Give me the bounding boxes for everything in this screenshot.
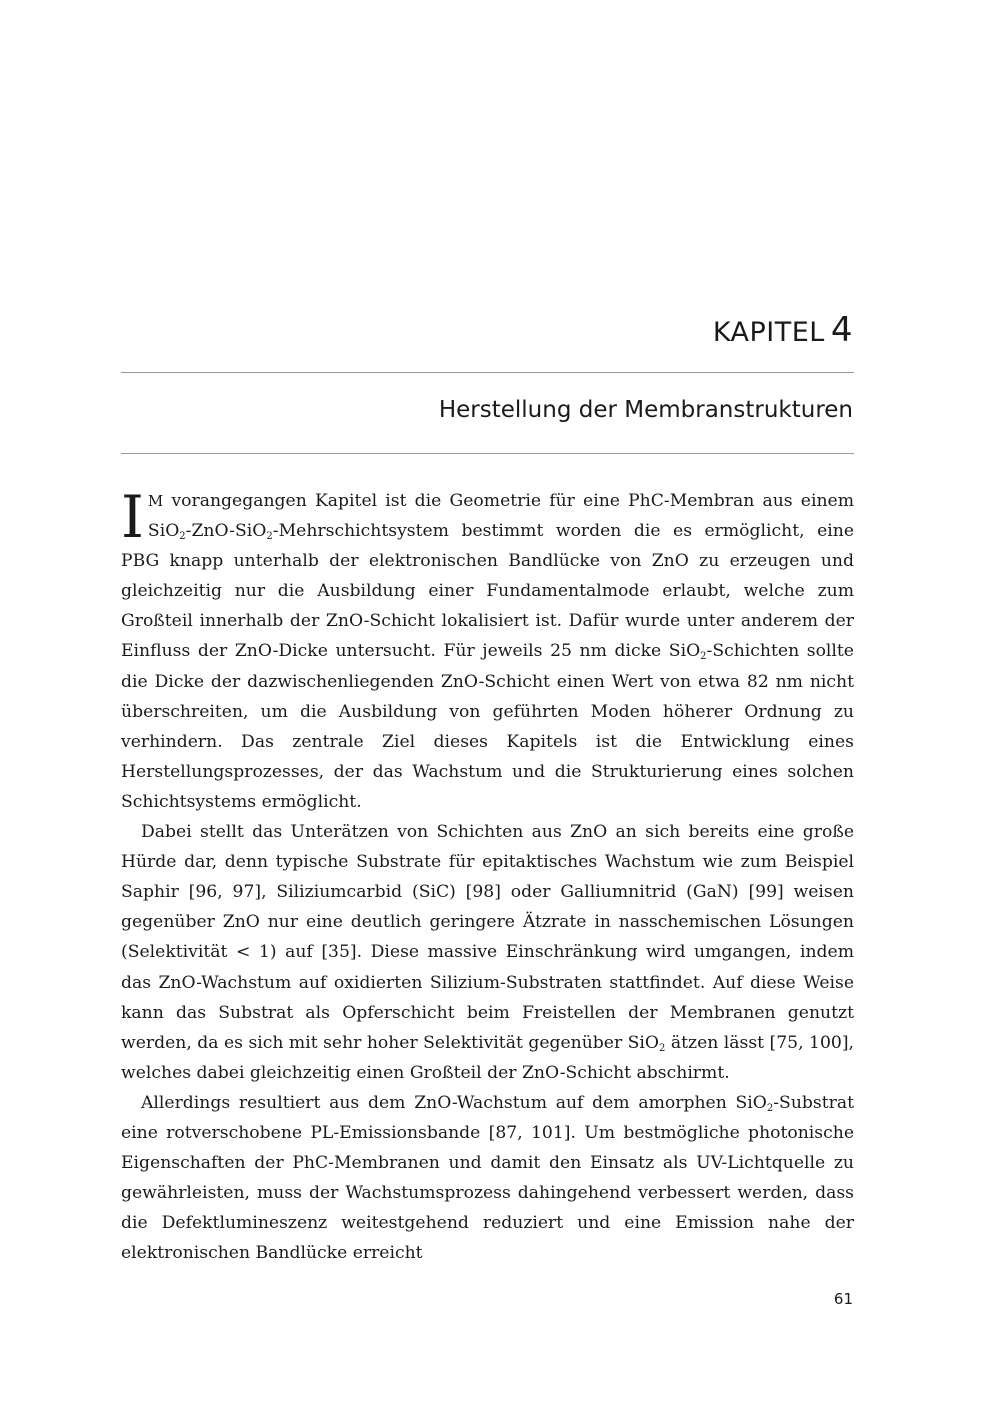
paragraph-2 [121, 817, 854, 1088]
p1-seg-4: -Mehrschichtsystem bestimmt worden die es ermöglicht, eine PBG knapp unterhalb der elektronischen Bandlücke von ZnO zu erzeugen und gleichzeitig nur die Ausbildung einer Fundamentalmode erlaubt, welche zum Großteil innerhalb der ZnO-Schicht lokalisiert ist. Dafür wurde unter anderem der Einfluss der ZnO-Dicke untersucht. Für jeweils 25 nm dicke SiO [121, 521, 854, 662]
bottom-rule [121, 453, 854, 454]
p2-seg-0: Dabei stellt das Unterätzen von Schichten aus ZnO an sich bereits eine große Hürde dar, denn typische Substrate für epitaktisches Wachstum wie zum Beispiel Saphir [96, 97], Siliziumcarbid (SiC) [98] oder Galliumnitrid (GaN) [99] weisen gegenüber ZnO nur eine deutlich geringere Ätzrate in nasschemischen Lösungen (Selektivität < 1) auf [35]. Diese massive Einschränkung wird umgangen, indem das ZnO-Wachstum auf oxidierten Silizium-Substraten stattfindet. Auf diese Weise kann das Substrat als Opferschicht beim Freistellen der Membranen genutzt werden, da es sich mit sehr hoher Selektivität gegenüber SiO [121, 822, 854, 1053]
p1-seg-2: -ZnO-SiO [185, 521, 267, 542]
subscript: 2 [766, 1102, 774, 1114]
chapter-title: Herstellung der Membranstrukturen [438, 397, 853, 423]
p3-seg-0: Allerdings resultiert aus dem ZnO-Wachstum auf dem amorphen SiO [141, 1092, 767, 1113]
subscript: 2 [266, 531, 273, 543]
subscript: 2 [179, 531, 186, 543]
chapter-label-text: KAPITEL [712, 317, 825, 348]
p3-seg-2: -Substrat eine rotverschobene PL-Emissionsbande [87, 101]. Um bestmögliche photonische Eigenschaften der PhC-Membranen und damit den Einsatz als UV-Lichtquelle zu gewährleisten, muss der Wachstumsprozess dahingehend verbessert werden, dass die Defektlumineszenz weitestgehend reduziert und eine Emission nahe der elektronischen Bandlücke erreicht [121, 1092, 854, 1264]
paragraph-1 [121, 483, 854, 817]
body-text [121, 483, 855, 1268]
chapter-label [713, 310, 853, 350]
p1-seg-0: vorangegangen Kapitel ist die Geometrie für eine PhC-Membran aus einem SiO [147, 491, 854, 542]
subscript: 2 [659, 1042, 666, 1054]
top-rule [121, 372, 854, 373]
chapter-number: 4 [830, 310, 853, 350]
page-number: 61 [833, 1290, 853, 1308]
p2-seg-2: ätzen lässt [75, 100], welches dabei gleichzeitig einen Großteil der ZnO-Schicht abschirmt. [121, 1032, 855, 1083]
dropcap: I [121, 483, 144, 551]
subscript: 2 [700, 651, 707, 663]
smallcaps-start: M [147, 492, 164, 510]
paragraph-3 [121, 1088, 854, 1269]
p1-seg-6: -Schichten sollte die Dicke der dazwischenliegenden ZnO-Schicht einen Wert von etwa 82 nm nicht überschreiten, um die Ausbildung von geführten Moden höherer Ordnung zu verhindern. Das zentrale Ziel dieses Kapitels ist die Entwicklung eines Herstellungsprozesses, der das Wachstum und die Strukturierung eines solchen Schichtsystems ermöglicht. [121, 641, 854, 812]
